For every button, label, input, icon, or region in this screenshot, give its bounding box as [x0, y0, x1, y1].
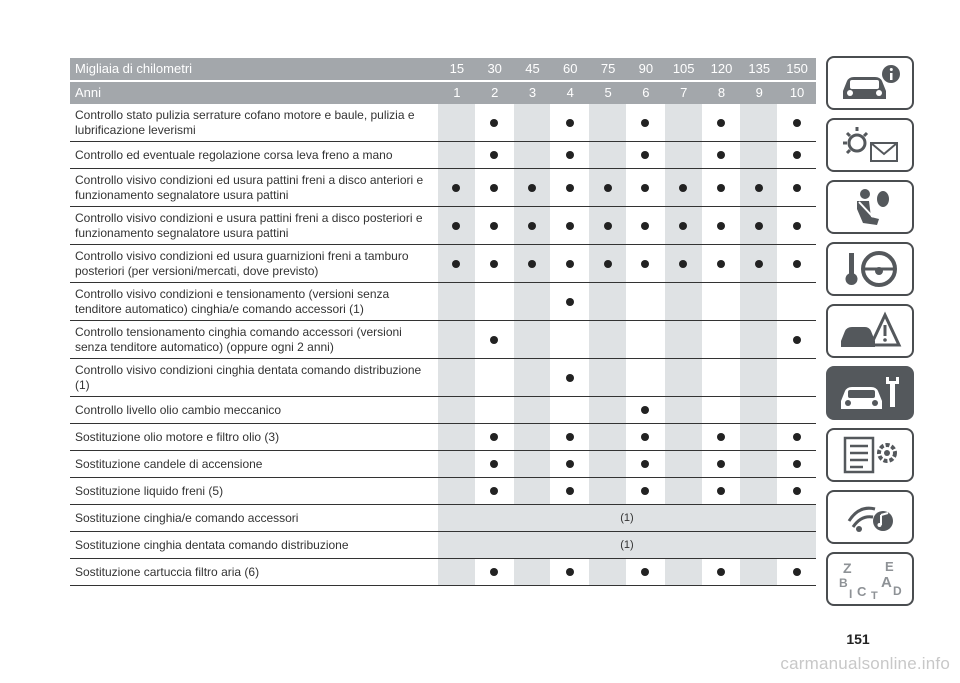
- schedule-cell: [551, 359, 588, 396]
- index-letter: B: [839, 576, 848, 590]
- scheduled-dot: [641, 184, 649, 192]
- scheduled-dot: [528, 222, 536, 230]
- schedule-cell: [476, 142, 513, 168]
- schedule-cell: [514, 104, 551, 141]
- schedule-cell: [627, 424, 664, 450]
- schedule-cell: [665, 207, 702, 244]
- schedule-cell: [703, 397, 740, 423]
- row-label: Sostituzione candele di accensione: [75, 456, 263, 471]
- schedule-cell: [665, 245, 702, 282]
- schedule-cell: [627, 207, 664, 244]
- scheduled-dot: [490, 222, 498, 230]
- header-km-cell: 45: [525, 61, 540, 76]
- tab-car-info[interactable]: [826, 56, 914, 110]
- header-km-label: Migliaia di chilometri: [75, 61, 193, 76]
- schedule-cell: [740, 359, 777, 396]
- span-note: (1): [438, 532, 816, 558]
- table-row: [70, 207, 816, 245]
- schedule-cell: [665, 478, 702, 504]
- schedule-cell: [476, 359, 513, 396]
- schedule-cell: [740, 245, 777, 282]
- schedule-cell: [665, 424, 702, 450]
- span-note: (1): [438, 505, 816, 531]
- row-label: Controllo visivo condizioni e usura pattini freni a disco posteriori e funzionamento segnalatore usura pattini: [75, 210, 423, 240]
- row-label: Controllo ed eventuale regolazione corsa leva freno a mano: [75, 147, 393, 162]
- scheduled-dot: [490, 260, 498, 268]
- scheduled-dot: [717, 460, 725, 468]
- scheduled-dot: [490, 568, 498, 576]
- row-label: Controllo visivo condizioni ed usura pattini freni a disco anteriori e funzionamento segnalatore usura pattini: [75, 172, 424, 202]
- scheduled-dot: [641, 460, 649, 468]
- scheduled-dot: [566, 222, 574, 230]
- scheduled-dot: [717, 151, 725, 159]
- schedule-cell: [665, 142, 702, 168]
- row-label: Controllo tensionamento cinghia comando accessori (versioni senza tenditore automatico) (oppure ogni 2 anni): [75, 324, 402, 354]
- schedule-cell: [551, 321, 588, 358]
- schedule-cell: [740, 142, 777, 168]
- scheduled-dot: [755, 222, 763, 230]
- index-letter: E: [885, 559, 894, 574]
- schedule-cell: [703, 478, 740, 504]
- index-letter: Z: [843, 560, 852, 576]
- tab-technical-data[interactable]: [826, 428, 914, 482]
- warning-lights-message-icon: [835, 123, 905, 167]
- schedule-cell: [438, 142, 475, 168]
- scheduled-dot: [604, 222, 612, 230]
- schedule-cell: [589, 283, 626, 320]
- header-year-cell: 4: [566, 85, 574, 100]
- table-row: [70, 451, 816, 478]
- row-label: Sostituzione cinghia/e comando accessori: [75, 510, 299, 525]
- schedule-cell: [740, 321, 777, 358]
- scheduled-dot: [717, 487, 725, 495]
- schedule-cell: [514, 451, 551, 477]
- scheduled-dot: [641, 433, 649, 441]
- scheduled-dot: [528, 260, 536, 268]
- scheduled-dot: [717, 568, 725, 576]
- schedule-cell: [703, 359, 740, 396]
- header-year-cell: 7: [680, 85, 688, 100]
- schedule-cell: [703, 424, 740, 450]
- schedule-cell: [438, 169, 475, 206]
- schedule-cell: [778, 559, 815, 585]
- schedule-cell: [740, 478, 777, 504]
- schedule-cell: [665, 283, 702, 320]
- table-row: [70, 104, 816, 142]
- scheduled-dot: [717, 260, 725, 268]
- scheduled-dot: [566, 260, 574, 268]
- schedule-cell: [703, 142, 740, 168]
- car-accident-warning-icon: [835, 309, 905, 353]
- schedule-cell: [703, 169, 740, 206]
- scheduled-dot: [793, 336, 801, 344]
- scheduled-dot: [490, 184, 498, 192]
- scheduled-dot: [793, 184, 801, 192]
- schedule-cell: [589, 142, 626, 168]
- index-letter: D: [893, 584, 902, 598]
- schedule-cell: [476, 207, 513, 244]
- scheduled-dot: [566, 487, 574, 495]
- schedule-cell: [551, 142, 588, 168]
- schedule-cell: [665, 559, 702, 585]
- table-row: [70, 142, 816, 169]
- table-row: [70, 478, 816, 505]
- schedule-cell: [514, 359, 551, 396]
- header-km-cell: 90: [638, 61, 654, 76]
- header-km-cell: 105: [672, 61, 695, 76]
- schedule-cell: [438, 478, 475, 504]
- index-letter: C: [857, 584, 867, 599]
- schedule-cell: [665, 359, 702, 396]
- seat-airbag-icon: [835, 185, 905, 229]
- schedule-cell: [589, 104, 626, 141]
- header-km-cell: 135: [748, 61, 771, 76]
- scheduled-dot: [566, 374, 574, 382]
- schedule-cell: [740, 559, 777, 585]
- schedule-cell: [514, 424, 551, 450]
- header-year-cell: 5: [604, 85, 612, 100]
- scheduled-dot: [490, 433, 498, 441]
- scheduled-dot: [490, 151, 498, 159]
- schedule-cell: [665, 321, 702, 358]
- schedule-cell: [778, 424, 815, 450]
- schedule-cell: [551, 283, 588, 320]
- index-letters-icon: [835, 557, 905, 601]
- scheduled-dot: [490, 336, 498, 344]
- schedule-cell: [551, 397, 588, 423]
- index-letter: T: [871, 590, 878, 601]
- schedule-cell: [740, 283, 777, 320]
- schedule-cell: [740, 169, 777, 206]
- schedule-cell: [551, 478, 588, 504]
- schedule-cell: [551, 207, 588, 244]
- scheduled-dot: [641, 151, 649, 159]
- table-row: [70, 424, 816, 451]
- scheduled-dot: [793, 222, 801, 230]
- scheduled-dot: [604, 184, 612, 192]
- scheduled-dot: [641, 260, 649, 268]
- schedule-cell: [778, 245, 815, 282]
- scheduled-dot: [755, 260, 763, 268]
- schedule-cell: [589, 245, 626, 282]
- schedule-cell: [703, 321, 740, 358]
- schedule-cell: [589, 169, 626, 206]
- header-year-cell: 1: [453, 85, 461, 100]
- header-km-cell: 60: [563, 61, 578, 76]
- scheduled-dot: [566, 460, 574, 468]
- scheduled-dot: [604, 260, 612, 268]
- schedule-cell: [514, 207, 551, 244]
- watermark: carmanualsonline.info: [780, 654, 950, 673]
- chapter-sidebar: [826, 56, 916, 614]
- schedule-cell: [627, 397, 664, 423]
- scheduled-dot: [641, 222, 649, 230]
- schedule-cell: [589, 559, 626, 585]
- schedule-cell: [740, 104, 777, 141]
- scheduled-dot: [679, 260, 687, 268]
- schedule-cell: [438, 245, 475, 282]
- schedule-cell: [778, 321, 815, 358]
- scheduled-dot: [566, 151, 574, 159]
- scheduled-dot: [641, 119, 649, 127]
- row-label: Controllo visivo condizioni ed usura guarnizioni freni a tamburo posteriori (per versioni/mercati, dove previsto): [75, 248, 409, 278]
- header-year-cell: 2: [491, 85, 499, 100]
- schedule-cell: [438, 559, 475, 585]
- header-year-cell: 9: [755, 85, 763, 100]
- tab-starting-driving[interactable]: [826, 242, 914, 296]
- scheduled-dot: [490, 487, 498, 495]
- scheduled-dot: [566, 433, 574, 441]
- schedule-cell: [627, 245, 664, 282]
- schedule-cell: [703, 451, 740, 477]
- schedule-cell: [703, 559, 740, 585]
- table-row: [70, 532, 816, 559]
- tab-index[interactable]: [826, 552, 914, 606]
- scheduled-dot: [793, 433, 801, 441]
- scheduled-dot: [793, 260, 801, 268]
- schedule-cell: [703, 283, 740, 320]
- scheduled-dot: [566, 184, 574, 192]
- header-km-cell: 30: [487, 61, 502, 76]
- schedule-cell: [438, 359, 475, 396]
- schedule-cell: [740, 451, 777, 477]
- schedule-cell: [665, 169, 702, 206]
- scheduled-dot: [452, 260, 460, 268]
- schedule-cell: [589, 451, 626, 477]
- scheduled-dot: [717, 433, 725, 441]
- schedule-cell: [476, 559, 513, 585]
- header-year-cell: 3: [528, 85, 537, 100]
- schedule-cell: [438, 424, 475, 450]
- schedule-cell: [438, 104, 475, 141]
- table-row: [70, 321, 816, 359]
- schedule-cell: [778, 359, 815, 396]
- schedule-cell: [778, 283, 815, 320]
- header-km-cell: 75: [600, 61, 616, 76]
- scheduled-dot: [793, 151, 801, 159]
- schedule-cell: [438, 283, 475, 320]
- schedule-cell: [438, 207, 475, 244]
- scheduled-dot: [452, 222, 460, 230]
- schedule-cell: [778, 451, 815, 477]
- schedule-cell: [778, 142, 815, 168]
- schedule-cell: [627, 169, 664, 206]
- schedule-cell: [589, 321, 626, 358]
- index-letter: A: [881, 574, 892, 591]
- schedule-cell: [778, 207, 815, 244]
- header-year-cell: 6: [642, 85, 650, 100]
- scheduled-dot: [641, 487, 649, 495]
- scheduled-dot: [793, 460, 801, 468]
- schedule-cell: [589, 207, 626, 244]
- scheduled-dot: [641, 406, 649, 414]
- row-label: Controllo visivo condizioni cinghia dentata comando distribuzione (1): [75, 362, 422, 392]
- table-row: [70, 245, 816, 283]
- schedule-cell: [514, 321, 551, 358]
- row-label: Sostituzione olio motore e filtro olio (3): [75, 429, 280, 444]
- schedule-cell: [551, 559, 588, 585]
- scheduled-dot: [679, 222, 687, 230]
- scheduled-dot: [717, 184, 725, 192]
- schedule-cell: [740, 397, 777, 423]
- schedule-cell: [476, 169, 513, 206]
- table-row: [70, 283, 816, 321]
- schedule-cell: [665, 104, 702, 141]
- schedule-cell: [665, 397, 702, 423]
- table-body: [70, 104, 816, 586]
- schedule-cell: [476, 451, 513, 477]
- scheduled-dot: [717, 119, 725, 127]
- row-label: Sostituzione cartuccia filtro aria (6): [75, 564, 260, 579]
- schedule-cell: [627, 321, 664, 358]
- schedule-cell: [778, 104, 815, 141]
- scheduled-dot: [641, 568, 649, 576]
- schedule-cell: [514, 283, 551, 320]
- schedule-cell: [627, 359, 664, 396]
- schedule-cell: [438, 397, 475, 423]
- scheduled-dot: [566, 568, 574, 576]
- scheduled-dot: [793, 568, 801, 576]
- tab-multimedia[interactable]: [826, 490, 914, 544]
- row-label: Controllo stato pulizia serrature cofano motore e baule, pulizia e lubrificazione leverismi: [75, 107, 415, 137]
- car-info-icon: [835, 61, 905, 105]
- schedule-cell: [589, 359, 626, 396]
- table-row: [70, 359, 816, 397]
- table-row: [70, 169, 816, 207]
- schedule-cell: [438, 451, 475, 477]
- schedule-cell: [740, 424, 777, 450]
- schedule-cell: [514, 169, 551, 206]
- schedule-cell: [551, 424, 588, 450]
- row-label: Controllo livello olio cambio meccanico: [75, 402, 282, 417]
- schedule-cell: [627, 451, 664, 477]
- table-row: [70, 505, 816, 532]
- scheduled-dot: [679, 184, 687, 192]
- schedule-cell: [627, 559, 664, 585]
- table-row: [70, 397, 816, 424]
- schedule-cell: [740, 207, 777, 244]
- schedule-cell: [476, 424, 513, 450]
- header-km-cell: 150: [786, 61, 808, 76]
- schedule-cell: [514, 478, 551, 504]
- row-label: Sostituzione cinghia dentata comando distribuzione: [75, 537, 349, 552]
- schedule-cell: [551, 451, 588, 477]
- header-years-row: [70, 80, 816, 104]
- maintenance-table: [70, 58, 816, 586]
- specs-gear-icon: [835, 433, 905, 477]
- schedule-cell: [514, 559, 551, 585]
- scheduled-dot: [793, 487, 801, 495]
- header-km-row: [70, 58, 816, 80]
- schedule-cell: [627, 478, 664, 504]
- car-wrench-maintenance-icon: [835, 371, 905, 415]
- schedule-cell: [438, 321, 475, 358]
- schedule-cell: [476, 478, 513, 504]
- schedule-cell: [703, 245, 740, 282]
- schedule-cell: [476, 321, 513, 358]
- schedule-cell: [476, 283, 513, 320]
- schedule-cell: [589, 424, 626, 450]
- schedule-cell: [514, 142, 551, 168]
- scheduled-dot: [755, 184, 763, 192]
- scheduled-dot: [717, 222, 725, 230]
- scheduled-dot: [490, 460, 498, 468]
- row-label: Sostituzione liquido freni (5): [75, 483, 224, 498]
- schedule-cell: [551, 169, 588, 206]
- schedule-cell: [627, 142, 664, 168]
- schedule-cell: [514, 245, 551, 282]
- tab-emergency[interactable]: [826, 304, 914, 358]
- schedule-cell: [589, 397, 626, 423]
- schedule-cell: [589, 478, 626, 504]
- tab-safety[interactable]: [826, 180, 914, 234]
- header-km-cell: 15: [449, 61, 465, 76]
- schedule-cell: [627, 104, 664, 141]
- page-number: 151: [846, 631, 870, 647]
- scheduled-dot: [452, 184, 460, 192]
- schedule-cell: [665, 451, 702, 477]
- schedule-cell: [778, 397, 815, 423]
- schedule-cell: [703, 207, 740, 244]
- schedule-cell: [476, 245, 513, 282]
- scheduled-dot: [490, 119, 498, 127]
- schedule-cell: [627, 283, 664, 320]
- header-year-cell: 8: [717, 85, 726, 100]
- scheduled-dot: [793, 119, 801, 127]
- row-label: Controllo visivo condizioni e tensionamento (versioni senza tenditore automatico) cinghia/e comando accessori (1): [75, 286, 390, 316]
- scheduled-dot: [566, 298, 574, 306]
- header-km-cell: 120: [710, 61, 733, 76]
- scheduled-dot: [528, 184, 536, 192]
- index-letter: I: [849, 587, 853, 601]
- schedule-cell: [778, 169, 815, 206]
- schedule-cell: [476, 397, 513, 423]
- scheduled-dot: [566, 119, 574, 127]
- key-steering-wheel-icon: [835, 247, 905, 291]
- table-row: [70, 559, 816, 586]
- schedule-cell: [551, 245, 588, 282]
- schedule-cell: [703, 104, 740, 141]
- schedule-cell: [476, 104, 513, 141]
- header-year-cell: 10: [789, 85, 805, 100]
- tab-maintenance[interactable]: [826, 366, 914, 420]
- schedule-cell: [778, 478, 815, 504]
- header-years-label: Anni: [75, 85, 102, 100]
- schedule-cell: [551, 104, 588, 141]
- multimedia-icon: [835, 495, 905, 539]
- tab-warning-lights[interactable]: [826, 118, 914, 172]
- schedule-cell: [514, 397, 551, 423]
